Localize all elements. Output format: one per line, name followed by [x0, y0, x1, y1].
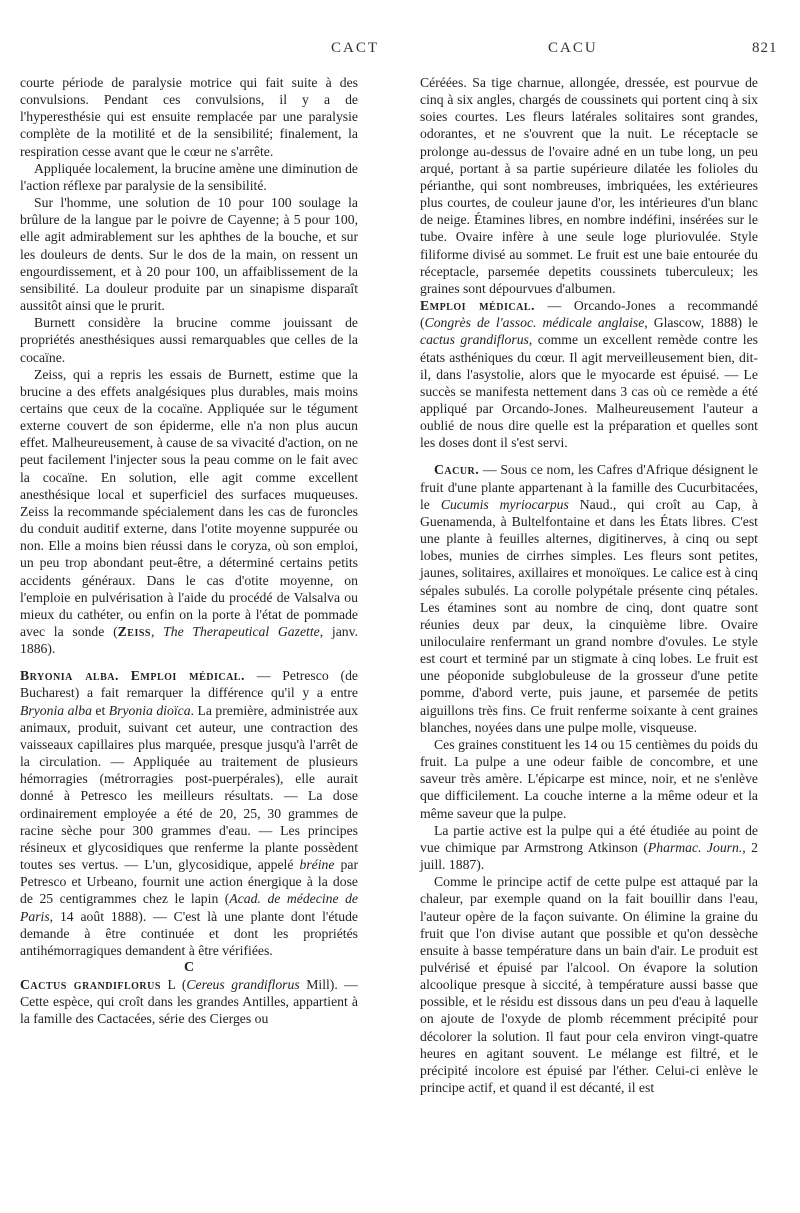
paragraph: Burnett considère la brucine comme jouissant de propriétés anesthésiques aussi remarquables que celles de la cocaïne.	[20, 315, 358, 365]
paragraph: Zeiss, qui a repris les essais de Burnett, estime que la brucine a des effets analgésiques plus durables, mais moins certains que ceux de la cocaïne. Appliquée sur le tégument externe couvert de son épiderme, elle n'a non plus aucun effet. Malheureusement, à cause de sa vivacité d'action, on ne peut facilement l'injecter sous la peau comme on le fait avec la cocaïne. En solution, elle agit comme excellent anesthésique local et superficiel des surfaces muqueuses. Zeiss la recommande spécialement dans les cas de furoncles du conduit auditif externe, dans l'otite moyenne suppurée ou non. Elle a moins bien réussi dans le coryza, où son emploi, un peu trop abondant peut-être, a déterminé certains petits accidents généraux. Dans le cas d'otite moyenne, on l'emploie en pulvérisation à l'aide du procédé de Valsalva ou mieux du cathéter, ou enfin on la porte à l'état de pommade avec la sonde (Zeiss, The Therapeutical Gazette, janv. 1886).	[20, 366, 358, 657]
entry-heading: Bryonia alba.	[20, 668, 119, 684]
entry-heading: Cactus grandiflorus	[20, 977, 161, 993]
paragraph: Sur l'homme, une solution de 10 pour 100 soulage la brûlure de la langue par le poivre de Cayenne; à 5 pour 100, elle agit admirablement sur les aphthes de la bouche, et sur les douleurs de dents. Sur le dos de la main, on ressent un engourdissement, et à 20 pour 100, un affaiblissement de la sensibilité. La douleur produite par un sinapisme disparaît aussitôt ainsi que le prurit.	[20, 195, 358, 314]
right-column	[420, 74, 758, 1096]
entry-emploi: Emploi médical. — Orcando-Jones a recommandé (Congrès de l'assoc. médicale anglaise, Glascow, 1888) le cactus grandiflorus, comme un excellent remède contre les états asthéniques du cœur. Il agit merveilleusement bien, dit-il, dans l'asystolie, alors que le myocarde est épuisé. — Le succès se manifesta nettement dans 3 cas où ce remède a été appliqué par Orcando-Jones. Malheureusement l'auteur a oublié de nous dire quelle est la préparation et quelles sont les doses dont il s'est servi.	[420, 298, 759, 451]
entry-subheading: Emploi médical.	[420, 298, 535, 314]
entry-subheading: Emploi médical.	[130, 668, 245, 684]
entry-heading: Cacur.	[434, 462, 480, 478]
paragraph: La partie active est la pulpe qui a été étudiée au point de vue chimique par Armstrong Atkinson (Pharmac. Journ., 2 juill. 1887).	[420, 822, 758, 873]
running-head-center: CACU	[548, 40, 598, 56]
paragraph: Ces graines constituent les 14 ou 15 centièmes du poids du fruit. La pulpe a une odeur faible de concombre, et une saveur très amère. L'épicarpe est mince, noir, et ne s'enlève que difficilement. La couche interne a la même odeur et la même saveur que la pulpe.	[420, 736, 758, 821]
author-name: Zeiss	[117, 624, 151, 639]
section-letter: C	[183, 959, 195, 975]
paragraph: Comme le principe actif de cette pulpe est attaqué par la chaleur, par exemple quand on la fait bouillir dans l'eau, l'auteur opère de la façon suivante. On élimine la graine du fruit que l'on divise autant que possible et qu'on dessèche ensuite à basse température dans un bain d'air. Le produit est pulvérisé et épuisé par l'alcool. On évapore la solution alcoolique presque à siccité, à température aussi basse que possible, et le résidu est dissous dans un peu d'eau à laquelle on ajoute de l'oxyde de plomb récemment précipité pour décolorer la solution. Il faut pour cela environ vingt-quatre heures en agitant souvent. Le mélange est filtré, et le précipité incolore est épuisé par l'éther. Celui-ci enlève le principe actif, et quand il est décanté, il est	[420, 874, 758, 1096]
paragraph: Céréées. Sa tige charnue, allongée, dressée, est pourvue de cinq à six angles, chargés de coussinets qui portent cinq à six soies courtes. Les fleurs latérales solitaires sont grandes, odorantes, et ne s'ouvrent que la nuit. Le réceptacle se prolonge au-dessus de l'ovaire adné en un tube long, un peu arqué, portant à sa partie supérieure dilatée les folioles du périanthe, qui sont nombreuses, imbriquées, les extérieures plus courtes, de couleur jaune d'or, les intérieures d'un blanc de neige. Étamines libres, en nombre indéfini, insérées sur le tube. Ovaire infère à une seule loge pluriovulée. Style filiforme divisé au sommet. Le fruit est une baie entourée du réceptacle, parsemée depetits coussinets tuberculeux; les graines sont dépourvues d'albumen.	[420, 75, 758, 296]
left-column	[20, 74, 358, 1028]
entry-cactus: Cactus grandiflorus L (Cereus grandiflorus Mill). — Cette espèce, qui croît dans les grandes Antilles, appartient à la famille des Cactacées, série des Cierges ou	[20, 977, 358, 1027]
running-head-left: CACT	[331, 40, 380, 56]
paragraph: Appliquée localement, la brucine amène une diminution de l'action réflexe par paralysie de la sensibilité.	[20, 160, 358, 193]
journal-title: The Therapeutical Gazette	[163, 624, 320, 639]
page-number: 821	[752, 40, 778, 56]
entry-cacur: Cacur. — Sous ce nom, les Cafres d'Afrique désignent le fruit d'une plante appartenant à la famille des Cucurbitacées, le Cucumis myriocarpus Naud., qui croît au Cap, à Guenamenda, à Bultelfontaine et dans les États libres. C'est une plante à feuilles alternes, digitinerves, à cinq ou sept lobes, munies de cirrhes simples. Les fleurs sont petites, jaunes, solitaires, axillaires et monoïques. Le calice est à cinq sépales subulés. La corolle polypétale présente cinq pétales. Les étamines sont au nombre de cinq, dont quatre sont réunies deux par deux, la cinquième libre. Ovaire uniloculaire renfermant un grand nombre d'ovules. Le style est court et terminé par un stigmate à cinq lobes. Le fruit est une péoponide subglobuleuse de la grosseur d'une petite pomme, d'abord verte, puis jaune, et parsemée de petits aiguillons très fins. Ce fruit renferme soixante à cent graines blanches, noyées dans une pulpe molle, visqueuse.	[420, 462, 758, 735]
entry-bryonia: Bryonia alba. Emploi médical. — Petresco (de Bucharest) a fait remarquer la différence qu'il y a entre Bryonia alba et Bryonia dioïca. La première, administrée aux animaux, produit, suivant cet auteur, une contraction des vaisseaux capillaires plus marquée, presque jusqu'à l'arrêt de la circulation. — Appliquée au traitement de plusieurs hémorragies (métrorragies post-puerpérales), elle aurait donné à Petresco les meilleurs résultats. — La dose ordinairement employée a été de 20, 25, 30 grammes de racine sèche pour 300 grammes d'eau. — Les principes résineux et glycosidiques que renferme la plante possèdent toutes ses vertus. — L'un, glycosidique, appelé bréine par Petresco et Urbeano, fournit une action énergique à la dose de 25 centigrammes chez le lapin (Acad. de médecine de Paris, 14 août 1888). — C'est là une plante dont l'étude demande à être continuée et dont les propriétés antihémorragiques demandent à être vérifiées.	[20, 668, 359, 958]
paragraph: courte période de paralysie motrice qui fait suite à des convulsions. Pendant ces convulsions, il y a de l'hyperesthésie qui est ensuite remplacée par une paralysie complète de la motilité et de la sensibilité; finalement, la respiration cesse avant que le cœur ne s'arrête.	[20, 75, 358, 159]
